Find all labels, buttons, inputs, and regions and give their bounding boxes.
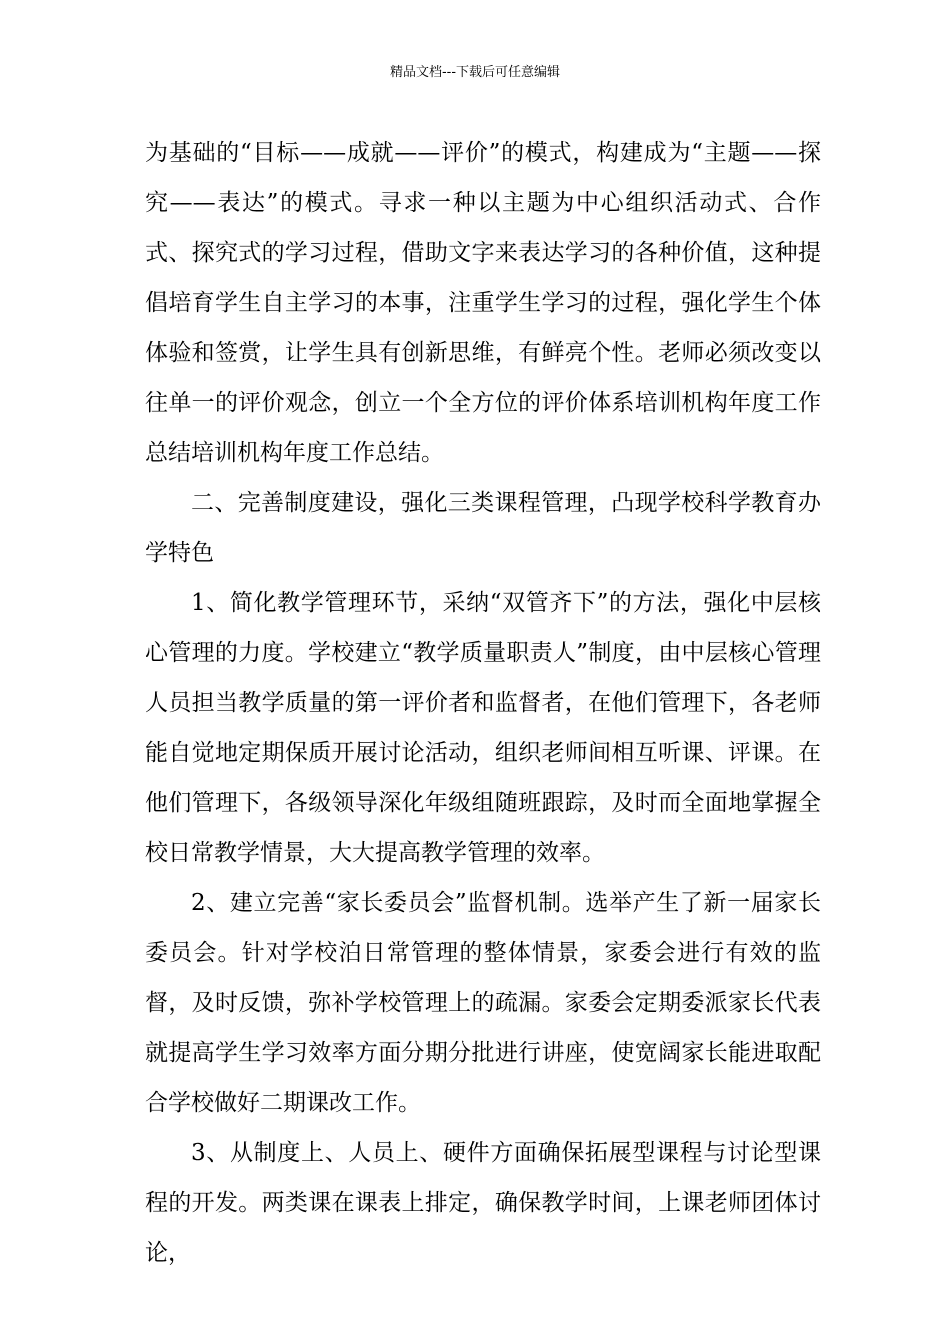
paragraph-continuation: 为基础的“目标——成就——评价”的模式，构建成为“主题——探究——表达”的模式。寻求一种以主题为中心组织活动式、合作式、探究式的学习过程，借助文字来表达学习的各种价值，这种提倡培育学生自主学习的本事，注重学生学习的过程，强化学生个体体验和签赏，让学生具有创新思维，有鲜亮个性。老师必须改变以往单一的评价观念，创立一个全方位的评价体系培训机构年度工作总结培训机构年度工作总结。: [145, 140, 821, 466]
paragraph-item-3: 3、从制度上、人员上、硬件方面确保拓展型课程与讨论型课程的开发。两类课在课表上排定，确保教学时间，上课老师团体讨论，: [145, 1140, 821, 1266]
page-header: 精品文档---下载后可任意编辑: [389, 65, 561, 80]
section-heading: 二、完善制度建设，强化三类课程管理，凸现学校科学教育办学特色: [145, 490, 821, 566]
paragraph-item-1: 1、简化教学管理环节，采纳“双管齐下”的方法，强化中层核心管理的力度。学校建立“教学质量职责人”制度，由中层核心管理人员担当教学质量的第一评价者和监督者，在他们管理下，各老师能自觉地定期保质开展讨论活动，组织老师间相互听课、评课。在他们管理下，各级领导深化年级组随班跟踪，及时而全面地掌握全校日常教学情景，大大提高教学管理的效率。: [145, 590, 821, 866]
document-body: [145, 128, 821, 1278]
paragraph-item-2: 2、建立完善“家长委员会”监督机制。选举产生了新一届家长委员会。针对学校泊日常管理的整体情景，家委会进行有效的监督，及时反馈，弥补学校管理上的疏漏。家委会定期委派家长代表就提高学生学习效率方面分期分批进行讲座，使宽阔家长能进取配合学校做好二期课改工作。: [145, 890, 821, 1116]
